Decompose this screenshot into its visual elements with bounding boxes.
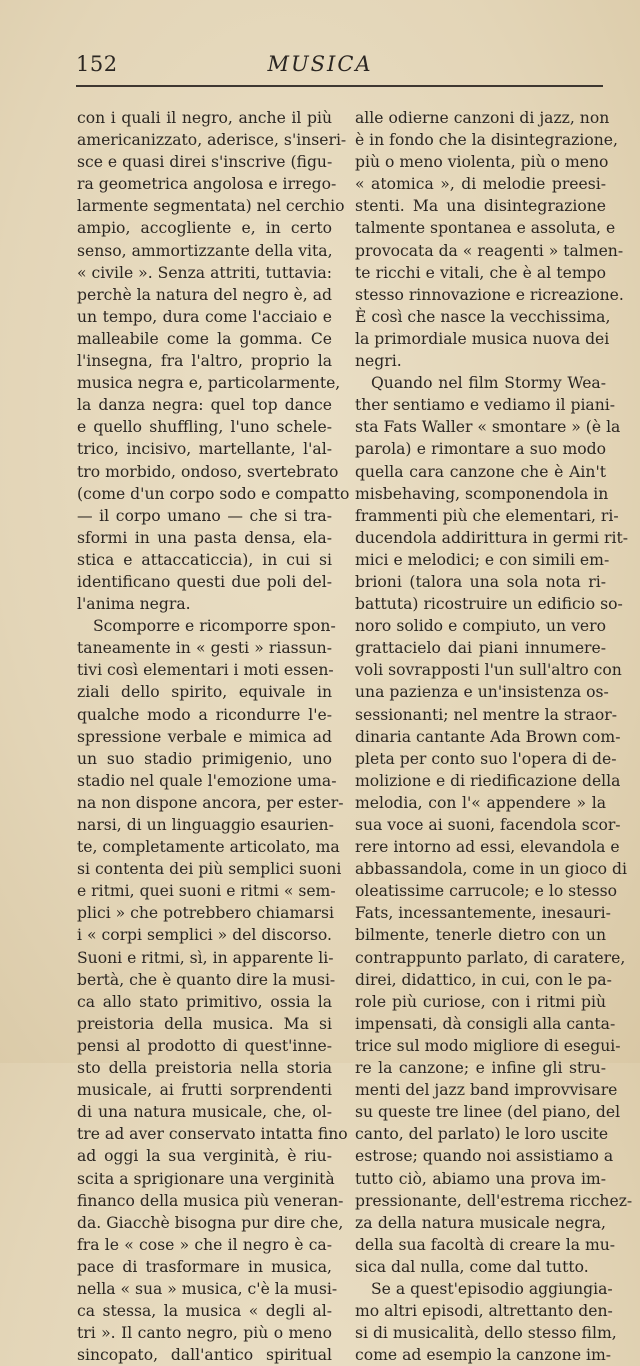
text-line: plici » che potrebbero chiamarsi (77, 904, 334, 923)
text-line: pressionante, dell'estrema ricchez- (355, 1191, 633, 1210)
text-line: na non dispone ancora, per ester- (77, 793, 344, 812)
text-line: contrappunto parlato, di caratere, (355, 948, 626, 967)
text-line: larmente segmentata) nel cerchio (77, 197, 345, 216)
text-line: za della natura musicale negra, (355, 1213, 606, 1232)
text-line: ra geometrica angolosa e irrego- (77, 175, 337, 194)
page-number: 152 (76, 52, 118, 76)
text-line: te, completamente articolato, ma (77, 838, 340, 857)
text-line: battuta) ricostruire un edificio so- (355, 595, 623, 614)
text-line: una pazienza e un'insistenza os- (355, 683, 609, 702)
text-line: direi, didattico, in cui, con le pa- (355, 970, 612, 989)
text-line: (come d'un corpo sodo e compatto (77, 484, 350, 503)
text-line: perchè la natura del negro è, ad (77, 285, 332, 304)
text-line: si contenta dei più semplici suoni (77, 860, 342, 879)
text-line: « atomica », di melodie preesi- (355, 175, 606, 194)
text-line: tutto ciò, abiamo una prova im- (355, 1169, 606, 1188)
text-line: narsi, di un linguaggio esaurien- (77, 816, 334, 834)
text-line: taneamente in « gesti » riassun- (77, 639, 332, 658)
text-line: talmente spontanea e assoluta, e (355, 219, 616, 238)
text-line: stesso rinnovazione e ricreazione. (355, 285, 624, 304)
text-line: fra le « cose » che il negro è ca- (77, 1235, 332, 1254)
text-line: stenti. Ma una disintegrazione (355, 197, 606, 216)
text-line: si di musicalità, dello stesso film, (355, 1324, 617, 1343)
text-line: melodia, con l'« appendere » la (355, 793, 606, 812)
text-line: provocata da « reagenti » talmen- (355, 241, 624, 260)
text-line: e ritmi, quei suoni e ritmi « sem- (77, 882, 336, 901)
text-line: mici e melodici; e con simili em- (355, 550, 610, 569)
text-line: brioni (talora una sola nota ri- (355, 572, 606, 591)
text-line: pensi al prodotto di quest'inne- (77, 1036, 332, 1055)
text-line: — il corpo umano — che si tra- (77, 506, 332, 525)
text-line: spressione verbale e mimica ad (77, 727, 332, 746)
text-line: ad oggi la sua verginità, è riu- (77, 1147, 332, 1166)
text-line: sce e quasi direi s'inscrive (figu- (77, 153, 333, 172)
text-line: di una natura musicale, che, ol- (77, 1103, 332, 1122)
text-line: ca stessa, la musica « degli al- (77, 1302, 332, 1321)
text-line: te ricchi e vitali, che è al tempo (355, 263, 606, 282)
text-line: scita a sprigionare una verginità (77, 1169, 335, 1188)
right-column (355, 107, 633, 1366)
text-line: sessionanti; nel mentre la straor- (355, 705, 618, 724)
text-line: Se a quest'episodio aggiungia- (371, 1279, 613, 1298)
text-line: sica dal nulla, come dal tutto. (355, 1257, 589, 1276)
text-line: stadio nel quale l'emozione uma- (77, 771, 337, 790)
text-line: pace di trasformare in musica, (77, 1257, 332, 1276)
text-line: un suo stadio primigenio, uno (77, 749, 332, 768)
text-line: oleatissime carrucole; e lo stesso (355, 882, 618, 901)
text-line: è in fondo che la disintegrazione, (355, 131, 618, 150)
text-line: voli sovrapposti l'un sull'altro con (355, 661, 622, 680)
text-line: bilmente, tenerle dietro con un (355, 926, 606, 945)
text-line: la danza negra: quel top dance (77, 396, 332, 415)
text-line: noro solido e compiuto, un vero (355, 617, 606, 636)
text-line: stica e attaccaticcia), in cui si (77, 550, 332, 569)
text-line: pleta per conto suo l'opera di de- (355, 749, 617, 768)
left-column (77, 107, 350, 1366)
text-line: sua voce ai suoni, facendola scor- (355, 816, 621, 834)
text-line: malleabile come la gomma. Ce (77, 329, 332, 348)
text-line: ziali dello spirito, equivale in (77, 683, 332, 702)
text-line: identificano questi due poli del- (77, 572, 332, 591)
text-line: Suoni e ritmi, sì, in apparente li- (77, 948, 334, 967)
text-line: della sua facoltà di creare la mu- (355, 1235, 616, 1254)
text-line: frammenti più che elementari, ri- (355, 506, 619, 525)
text-line: trice sul modo migliore di esegui- (355, 1036, 621, 1055)
text-line: canto, del parlato) le loro uscite (355, 1125, 609, 1144)
text-line: tivi così elementari i moti essen- (77, 661, 334, 680)
text-line: ther sentiamo e vediamo il piani- (355, 396, 616, 415)
text-line: Scomporre e ricomporre spon- (93, 617, 336, 636)
text-line: più o meno violenta, più o meno (355, 153, 609, 172)
text-line: impensati, dà consigli alla canta- (355, 1014, 616, 1033)
text-line: tro morbido, ondoso, svertebrato (77, 462, 339, 481)
text-line: un tempo, dura come l'acciaio e (77, 307, 332, 326)
text-line: sformi in una pasta densa, ela- (77, 528, 332, 547)
text-line: musica negra e, particolarmente, (77, 374, 341, 393)
text-line: l'anima negra. (77, 595, 191, 614)
text-line: mo altri episodi, altrettanto den- (355, 1302, 613, 1321)
text-line: i « corpi semplici » del discorso. (77, 926, 332, 945)
text-line: parola) e rimontare a suo modo (355, 440, 606, 459)
text-line: su queste tre linee (del piano, del (355, 1103, 621, 1122)
text-line: role più curiose, con i ritmi più (355, 992, 606, 1011)
text-line: abbassandola, come in un gioco di (355, 860, 627, 879)
text-line: preistoria della musica. Ma si (77, 1014, 332, 1033)
text-line: financo della musica più veneran- (77, 1191, 344, 1210)
text-line: sincopato, dall'antico spiritual (77, 1346, 332, 1365)
text-line: l'insegna, fra l'altro, proprio la (77, 352, 332, 371)
text-line: nella « sua » musica, c'è la musi- (77, 1279, 338, 1298)
text-line: ducendola addirittura in germi rit- (355, 528, 628, 547)
text-line: trico, incisivo, martellante, l'al- (77, 440, 332, 459)
text-line: musicale, ai frutti sorprendenti (77, 1081, 332, 1100)
text-line: come ad esempio la canzone im- (355, 1346, 612, 1365)
text-line: sto della preistoria nella storia (77, 1059, 332, 1078)
text-line: sta Fats Waller « smontare » (è la (355, 418, 621, 437)
text-line: estrose; quando noi assistiamo a (355, 1147, 614, 1166)
text-line: menti del jazz band improvvisare (355, 1081, 618, 1100)
text-line: americanizzato, aderisce, s'inseri- (77, 131, 347, 150)
text-line: rere intorno ad essi, elevandola e (355, 838, 620, 857)
text-line: qualche modo a ricondurre l'e- (77, 705, 332, 724)
text-line: molizione e di riedificazione della (355, 771, 621, 790)
text-line: ca allo stato primitivo, ossia la (77, 992, 332, 1011)
text-line: tri ». Il canto negro, più o meno (77, 1324, 332, 1343)
header-rule (76, 85, 603, 87)
text-line: re la canzone; e infine gli stru- (355, 1059, 606, 1078)
text-line: dinaria cantante Ada Brown com- (355, 727, 621, 746)
text-line: quella cara canzone che è Ain't (355, 462, 606, 481)
text-line: Quando nel film Stormy Wea- (371, 374, 606, 393)
text-line: bertà, che è quanto dire la musi- (77, 970, 336, 989)
text-line: alle odierne canzoni di jazz, non (355, 109, 610, 127)
text-line: ampio, accogliente e, in certo (77, 219, 332, 238)
text-line: senso, ammortizzante della vita, (77, 241, 333, 260)
text-line: e quello shuffling, l'uno schele- (77, 418, 332, 437)
running-title: MUSICA (267, 52, 373, 76)
text-line: Fats, incessantemente, inesauri- (355, 904, 611, 923)
text-line: È così che nasce la vecchissima, (355, 307, 611, 326)
text-line: tre ad aver conservato intatta fino (77, 1125, 348, 1144)
text-line: da. Giacchè bisogna pur dire che, (77, 1213, 344, 1232)
text-line: « civile ». Senza attriti, tuttavia: (77, 263, 332, 282)
text-line: la primordiale musica nuova dei (355, 329, 610, 348)
text-line: misbehaving, scomponendola in (355, 484, 609, 503)
text-line: con i quali il negro, anche il più (77, 109, 332, 127)
text-line: negri. (355, 352, 402, 371)
text-line: grattacielo dai piani innumere- (355, 639, 606, 658)
